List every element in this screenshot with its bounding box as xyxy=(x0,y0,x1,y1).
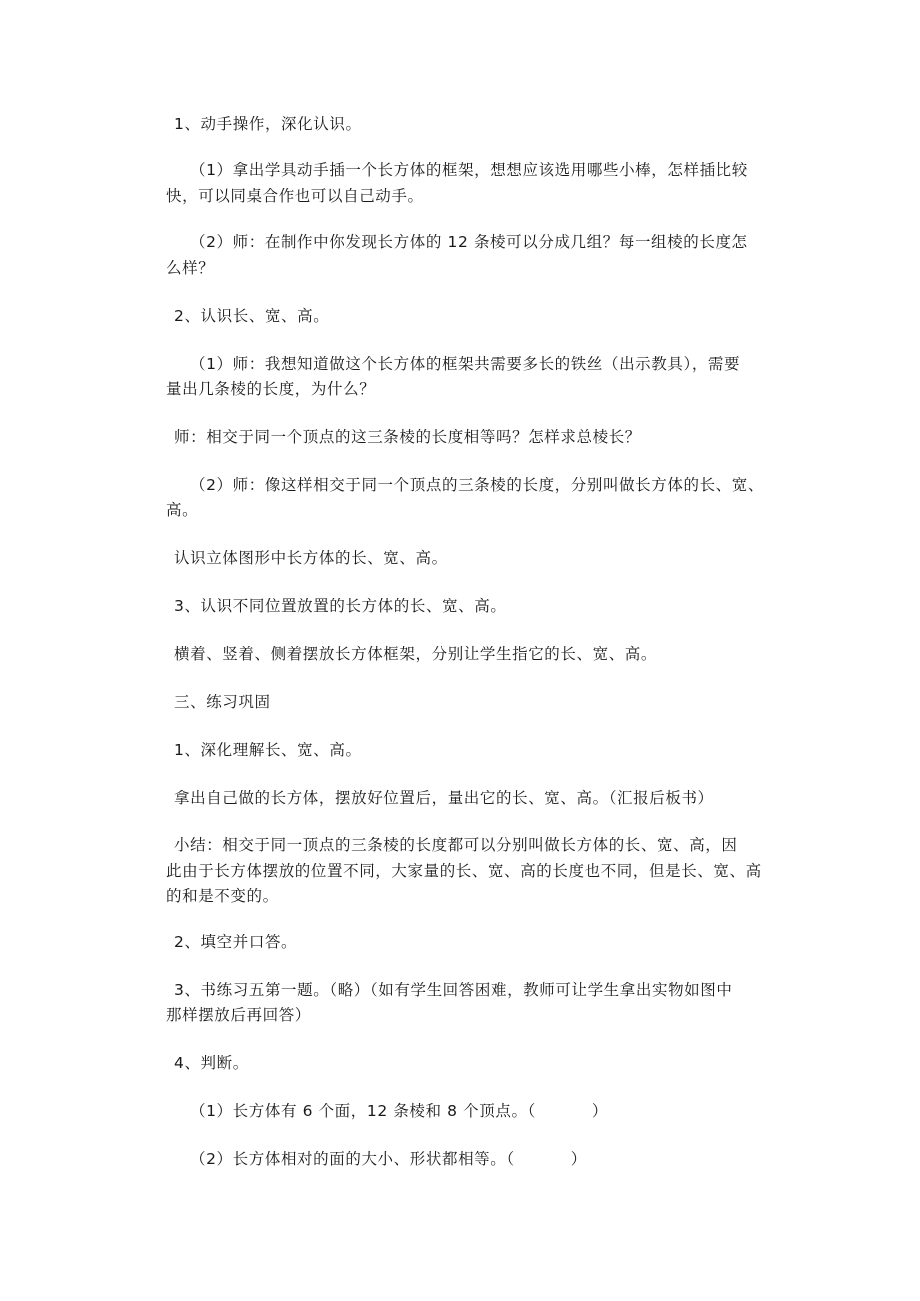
section-heading: 三、练习巩固 xyxy=(174,693,271,711)
judgment-close: ） xyxy=(570,1150,587,1168)
summary-line: 的和是不变的。 xyxy=(166,887,279,905)
summary-line: 此由于长方体摆放的位置不同，大家量的长、宽、高的长度也不同，但是长、宽、高 xyxy=(166,862,762,880)
paragraph-line: （2）师：像这样相交于同一个顶点的三条棱的长度，分别叫做长方体的长、宽、 xyxy=(190,476,764,494)
paragraph-line: （1）师：我想知道做这个长方体的框架共需要多长的铁丝（出示教具），需要 xyxy=(190,355,741,373)
paragraph-line: 师：相交于同一个顶点的这三条棱的长度相等吗？怎样求总棱长？ xyxy=(174,428,641,446)
judgment-text: （1）长方体有 6 个面，12 条棱和 8 个顶点。（ xyxy=(190,1102,536,1120)
summary-line: 小结：相交于同一顶点的三条棱的长度都可以分别叫做长方体的长、宽、高，因 xyxy=(174,836,738,854)
paragraph-line: 横着、竖着、侧着摆放长方体框架，分别让学生指它的长、宽、高。 xyxy=(174,645,658,663)
paragraph-line: 么样？ xyxy=(166,259,215,277)
paragraph-line: 量出几条棱的长度，为什么？ xyxy=(166,380,376,398)
judgment-item xyxy=(190,1147,587,1171)
paragraph-line: 高。 xyxy=(166,501,199,519)
section-heading: 2、认识长、宽、高。 xyxy=(174,307,330,325)
section-heading: 4、判断。 xyxy=(174,1054,249,1072)
section-heading: 2、填空并口答。 xyxy=(174,933,298,951)
judgment-close: ） xyxy=(591,1102,609,1120)
paragraph-line: 快，可以同桌合作也可以自己动手。 xyxy=(166,187,424,205)
paragraph-line: 拿出自己做的长方体，摆放好位置后，量出它的长、宽、高。（汇报后板书） xyxy=(174,789,714,807)
section-heading: 1、深化理解长、宽、高。 xyxy=(174,741,362,759)
paragraph-line: （1）拿出学具动手插一个长方体的框架，想想应该选用哪些小棒，怎样插比较 xyxy=(190,161,748,179)
judgment-item xyxy=(190,1099,608,1123)
section-heading: 1、动手操作，深化认识。 xyxy=(174,115,362,133)
section-heading: 3、认识不同位置放置的长方体的长、宽、高。 xyxy=(174,597,507,615)
paragraph-line: 那样摆放后再回答） xyxy=(166,1006,311,1024)
paragraph-line: （2）师：在制作中你发现长方体的 12 条棱可以分成几组？每一组棱的长度怎 xyxy=(190,233,748,251)
judgment-text: （2）长方体相对的面的大小、形状都相等。（ xyxy=(190,1150,515,1168)
paragraph-line: 认识立体图形中长方体的长、宽、高。 xyxy=(174,549,448,567)
paragraph-line: 3、书练习五第一题。（略）（如有学生回答困难，教师可让学生拿出实物如图中 xyxy=(174,981,733,999)
